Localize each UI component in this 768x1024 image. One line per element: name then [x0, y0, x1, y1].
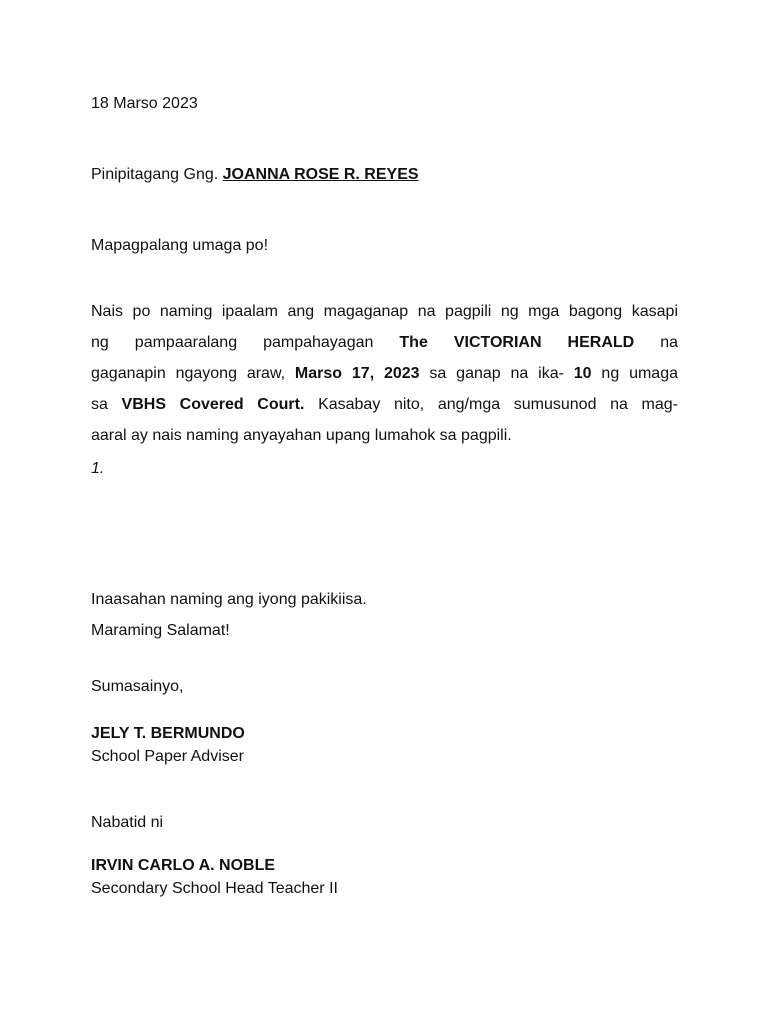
- event-date: Marso 17, 2023: [294, 365, 420, 382]
- publication-name: The VICTORIAN HERALD: [399, 334, 635, 351]
- closing-line-1: Inaasahan naming ang iyong pakikiisa.: [91, 591, 367, 608]
- greeting: Mapagpalang umaga po!: [91, 237, 269, 254]
- body-line-2-a: ng pampaaralang pampahayagan: [91, 334, 400, 351]
- body-line-2: [91, 333, 678, 353]
- body-line-3: [91, 364, 678, 384]
- body-line-5-text: aaral ay nais naming anyayahan upang lumahok sa pagpili.: [91, 427, 512, 444]
- body-line-3-a: gaganapin ngayong araw,: [91, 365, 295, 382]
- body-line-5: [91, 426, 678, 446]
- sign-off: Sumasainyo,: [91, 678, 184, 695]
- body-line-4-c: Kasabay nito, ang/mga sumusunod na mag-: [304, 396, 679, 413]
- closing-line-2: Maraming Salamat!: [91, 622, 230, 639]
- body-line-2-c: na: [634, 334, 678, 351]
- noted-by-label: Nabatid ni: [91, 814, 164, 831]
- body-line-4: [91, 395, 678, 415]
- body-line-4-a: sa: [91, 396, 122, 413]
- body-line-3-c: sa ganap na ika-: [419, 365, 574, 382]
- salutation: [91, 165, 419, 185]
- signer1-name: JELY T. BERMUNDO: [91, 725, 245, 742]
- body-line-1: [91, 302, 678, 322]
- body-line-1-text: Nais po naming ipaalam ang magaganap na pagpili ng mga bagong kasapi: [91, 303, 678, 320]
- event-hour: 10: [573, 365, 592, 382]
- signer1-title: School Paper Adviser: [91, 748, 244, 765]
- event-venue: VBHS Covered Court.: [121, 396, 305, 413]
- body-line-3-e: ng umaga: [591, 365, 678, 382]
- signer2-name: IRVIN CARLO A. NOBLE: [91, 857, 276, 874]
- recipient-name: JOANNA ROSE R. REYES: [222, 166, 419, 183]
- signer2-title: Secondary School Head Teacher II: [91, 880, 338, 897]
- salutation-prefix: Pinipitagang Gng.: [91, 166, 223, 183]
- list-marker: 1.: [91, 460, 105, 477]
- letter-date: 18 Marso 2023: [91, 95, 198, 112]
